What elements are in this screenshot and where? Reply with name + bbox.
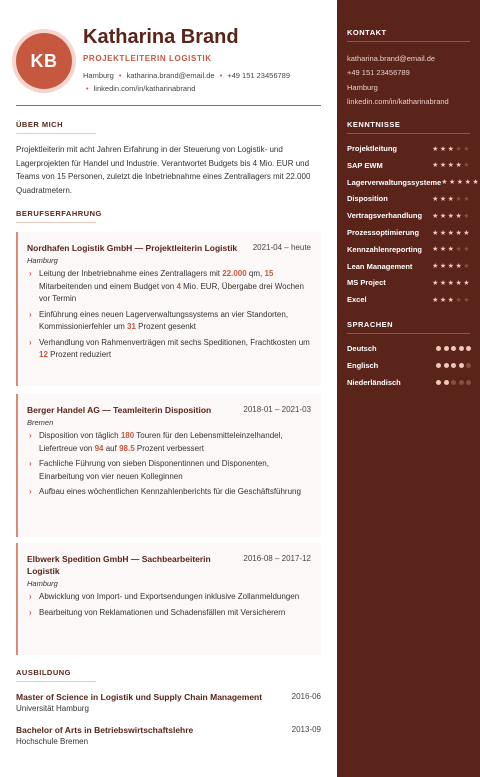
rating-dot-icon bbox=[451, 380, 456, 385]
job-bullet bbox=[27, 337, 311, 362]
star-icon: ★ bbox=[463, 296, 471, 304]
section-title-experience: BERUFSERFAHRUNG bbox=[16, 209, 102, 218]
sidebar-city: Hamburg bbox=[347, 83, 378, 92]
skill-name: Excel bbox=[347, 295, 367, 305]
education-date: 2013-09 bbox=[291, 725, 321, 734]
skill-rating bbox=[432, 145, 471, 153]
job-bullet bbox=[27, 486, 311, 499]
language-rating bbox=[436, 380, 471, 385]
bullet-text: Abwicklung von Import- und Exportsendungen inklusive Zollanmeldungen bbox=[39, 592, 300, 601]
resume-sidebar bbox=[337, 0, 480, 777]
job-dates: 2018-01 – 2021-03 bbox=[243, 405, 311, 414]
rating-dot-icon bbox=[451, 346, 456, 351]
star-icon: ★ bbox=[463, 212, 471, 220]
skill-rating bbox=[441, 178, 480, 186]
bullet-text: Disposition von täglich bbox=[39, 431, 121, 440]
star-icon: ★ bbox=[447, 296, 456, 304]
bullet-text: Mio. EUR, Übergabe drei Wochen vor Termin bbox=[39, 281, 304, 303]
section-title-education: AUSBILDUNG bbox=[16, 668, 71, 677]
star-icon: ★ bbox=[455, 246, 464, 254]
star-icon: ★ bbox=[463, 246, 471, 254]
rating-dot-icon bbox=[444, 380, 449, 385]
education-item bbox=[16, 725, 321, 746]
sidebar-email[interactable]: katharina.brand@email.de bbox=[347, 54, 436, 63]
bullet-text: Leitung der Inbetriebnahme eines Zentrallagers mit bbox=[39, 269, 223, 278]
skill-name: Projektleitung bbox=[347, 144, 398, 153]
job-dates: 2016-08 – 2017-12 bbox=[243, 554, 311, 563]
education-school: Universität Hamburg bbox=[16, 704, 89, 713]
bullet-text: Einführung eines neuen Lagerverwaltungssystems an vier Standorten, Kommissionierfehler um bbox=[39, 309, 289, 331]
star-icon: ★ bbox=[463, 162, 471, 170]
avatar bbox=[16, 33, 72, 89]
education-school: Hochschule Bremen bbox=[16, 737, 89, 746]
rating-dot-icon bbox=[444, 363, 449, 368]
skill-row bbox=[347, 211, 471, 220]
job-entry bbox=[16, 394, 321, 537]
star-icon: ★ bbox=[455, 195, 464, 203]
candidate-name: Katharina Brand bbox=[83, 26, 239, 48]
star-icon: ★ bbox=[439, 145, 448, 153]
star-icon: ★ bbox=[439, 195, 448, 203]
bullet-text: Verhandlung von Rahmenverträgen mit sechs Speditionen, Frachtkosten um bbox=[39, 337, 310, 347]
star-icon: ★ bbox=[447, 212, 456, 220]
star-icon: ★ bbox=[455, 212, 464, 220]
header-linkedin[interactable]: linkedin.com/in/katharinabrand bbox=[93, 84, 196, 93]
star-icon: ★ bbox=[464, 179, 473, 187]
skill-name: Lean Management bbox=[347, 261, 413, 271]
star-icon: ★ bbox=[447, 246, 456, 254]
education-date: 2016-06 bbox=[291, 692, 321, 701]
star-icon: ★ bbox=[455, 229, 464, 237]
skill-rating bbox=[432, 296, 471, 304]
job-location: Hamburg bbox=[27, 579, 58, 588]
job-title: Berger Handel AG — Teamleiterin Disposition bbox=[27, 405, 212, 415]
skill-row bbox=[347, 295, 471, 304]
star-icon: ★ bbox=[447, 195, 456, 203]
separator-dot: • bbox=[118, 71, 122, 80]
rating-dot-icon bbox=[451, 363, 456, 368]
skill-rating bbox=[432, 245, 471, 253]
star-icon: ★ bbox=[432, 162, 440, 170]
language-row bbox=[347, 378, 471, 387]
skill-name: Prozessoptimierung bbox=[347, 228, 420, 237]
star-icon: ★ bbox=[455, 263, 464, 271]
avatar-initials: KB bbox=[30, 50, 58, 71]
highlight-number: 4 bbox=[176, 281, 181, 291]
skill-row bbox=[347, 245, 471, 254]
bullet-text: Bearbeitung von Reklamationen und Schadensfällen mit Versicherern bbox=[39, 607, 286, 617]
header-email[interactable]: katharina.brand@email.de bbox=[126, 71, 215, 80]
separator-dot: • bbox=[86, 84, 89, 93]
rating-dot-icon bbox=[466, 380, 471, 385]
highlight-number: 98.5 bbox=[119, 443, 135, 453]
bullet-text: qm, bbox=[246, 269, 265, 278]
highlight-number: 94 bbox=[94, 443, 104, 453]
skill-rating bbox=[432, 229, 471, 237]
skill-row bbox=[347, 161, 471, 170]
sidebar-title-languages: SPRACHEN bbox=[347, 320, 394, 329]
rating-dot-icon bbox=[466, 363, 471, 368]
job-header bbox=[27, 404, 311, 416]
sidebar-title-contact: KONTAKT bbox=[347, 28, 387, 37]
bullet-text: Touren für den Lebensmitteleinzelhandel, Liefertreue von bbox=[39, 431, 283, 453]
skill-rating bbox=[432, 195, 471, 203]
star-icon: ★ bbox=[463, 279, 471, 287]
star-icon: ★ bbox=[447, 229, 456, 237]
sidebar-phone[interactable]: +49 151 23456789 bbox=[347, 68, 410, 77]
star-icon: ★ bbox=[463, 195, 471, 203]
bullet-text: Fachliche Führung von sieben Disponentinnen und Disponenten, Einarbeitung von vier neuen Kolleginnen bbox=[39, 459, 269, 481]
bullet-text: Mitarbeitenden und einem Budget von bbox=[39, 281, 177, 291]
skill-name: MS Project bbox=[347, 278, 386, 288]
bullet-text: Prozent verbessert bbox=[134, 443, 205, 453]
highlight-number: 12 bbox=[39, 350, 48, 359]
star-icon: ★ bbox=[432, 279, 440, 287]
star-icon: ★ bbox=[463, 145, 471, 153]
job-bullet bbox=[27, 458, 311, 483]
rating-dot-icon bbox=[444, 346, 449, 351]
education-degree: Master of Science in Logistik und Supply Chain Management bbox=[16, 692, 263, 702]
star-icon: ★ bbox=[432, 229, 440, 237]
job-header bbox=[27, 553, 311, 577]
star-icon: ★ bbox=[455, 279, 464, 287]
bullet-text: auf bbox=[103, 443, 120, 453]
job-dates: 2021-04 – heute bbox=[252, 243, 311, 252]
star-icon: ★ bbox=[449, 179, 457, 187]
header-phone[interactable]: +49 151 23456789 bbox=[227, 71, 291, 80]
star-icon: ★ bbox=[432, 145, 440, 153]
job-bullet bbox=[27, 591, 311, 604]
rating-dot-icon bbox=[436, 380, 441, 385]
skill-row bbox=[347, 177, 480, 187]
star-icon: ★ bbox=[447, 263, 456, 271]
skill-row bbox=[347, 144, 471, 153]
skill-row bbox=[347, 194, 471, 203]
language-rating bbox=[436, 363, 471, 368]
rating-dot-icon bbox=[436, 346, 441, 351]
language-name: Deutsch bbox=[347, 344, 377, 353]
job-title: Nordhafen Logistik GmbH — Projektleiterin Logistik bbox=[27, 243, 238, 253]
section-title-profile: ÜBER MICH bbox=[16, 120, 63, 129]
star-icon: ★ bbox=[456, 179, 465, 187]
job-header bbox=[27, 242, 311, 254]
skill-rating bbox=[432, 262, 471, 270]
education-item bbox=[16, 692, 321, 713]
job-bullet bbox=[27, 430, 311, 455]
job-bullet bbox=[27, 268, 311, 306]
star-icon: ★ bbox=[447, 279, 456, 287]
skill-row bbox=[347, 228, 471, 237]
skill-row bbox=[347, 278, 471, 287]
skill-row bbox=[347, 262, 471, 271]
highlight-number: 22.000 bbox=[222, 269, 247, 278]
bullet-text: Prozent gesenkt bbox=[135, 322, 196, 331]
star-icon: ★ bbox=[463, 263, 471, 271]
skill-name: Vertragsverhandlung bbox=[347, 211, 423, 221]
star-icon: ★ bbox=[432, 263, 440, 271]
separator-dot: • bbox=[219, 71, 223, 80]
job-bullet bbox=[27, 309, 311, 334]
header-linkedin-line bbox=[86, 84, 195, 93]
skill-rating bbox=[432, 279, 471, 287]
language-name: Englisch bbox=[347, 360, 379, 370]
star-icon: ★ bbox=[432, 296, 440, 304]
highlight-number: 180 bbox=[120, 431, 135, 440]
language-row bbox=[347, 361, 471, 370]
skill-name: SAP EWM bbox=[347, 160, 383, 170]
language-name: Niederländisch bbox=[347, 377, 401, 387]
highlight-number: 31 bbox=[127, 322, 136, 331]
rating-dot-icon bbox=[466, 346, 471, 351]
star-icon: ★ bbox=[441, 179, 449, 187]
star-icon: ★ bbox=[455, 145, 464, 153]
star-icon: ★ bbox=[432, 212, 440, 220]
rating-dot-icon bbox=[459, 346, 464, 351]
job-entry bbox=[16, 543, 321, 655]
star-icon: ★ bbox=[439, 246, 448, 254]
language-rating bbox=[436, 346, 471, 351]
header-divider bbox=[16, 105, 321, 106]
star-icon: ★ bbox=[463, 229, 471, 237]
star-icon: ★ bbox=[447, 162, 456, 170]
job-title: Elbwerk Spedition GmbH — Sachbearbeiterin Logistik bbox=[27, 554, 211, 576]
rating-dot-icon bbox=[436, 363, 441, 368]
skill-rating bbox=[432, 161, 471, 169]
sidebar-linkedin[interactable]: linkedin.com/in/katharinabrand bbox=[347, 97, 449, 106]
skill-rating bbox=[432, 212, 471, 220]
rating-dot-icon bbox=[459, 380, 464, 385]
language-row bbox=[347, 344, 471, 353]
star-icon: ★ bbox=[455, 296, 464, 304]
education-degree: Bachelor of Arts in Betriebswirtschaftslehre bbox=[16, 725, 194, 735]
bullet-text: Aufbau eines wöchentlichen Kennzahlenberichts für die Geschäftsführung bbox=[39, 487, 301, 496]
header-contact-line bbox=[83, 71, 290, 80]
skill-name: Kennzahlenreporting bbox=[347, 244, 423, 254]
header-city: Hamburg bbox=[83, 71, 114, 80]
star-icon: ★ bbox=[432, 195, 440, 203]
star-icon: ★ bbox=[432, 246, 440, 254]
star-icon: ★ bbox=[439, 296, 448, 304]
skill-name: Lagerverwaltungssysteme bbox=[347, 177, 442, 187]
star-icon: ★ bbox=[455, 162, 464, 170]
star-icon: ★ bbox=[447, 145, 456, 153]
rating-dot-icon bbox=[459, 363, 464, 368]
job-location: Bremen bbox=[27, 418, 54, 427]
highlight-number: 15 bbox=[264, 269, 274, 278]
star-icon: ★ bbox=[439, 162, 448, 170]
job-location: Hamburg bbox=[27, 256, 58, 265]
star-icon: ★ bbox=[439, 229, 448, 237]
bullet-text: Prozent reduziert bbox=[47, 350, 112, 359]
star-icon: ★ bbox=[439, 212, 448, 220]
job-bullet bbox=[27, 607, 311, 620]
sidebar-title-skills: KENNTNISSE bbox=[347, 120, 401, 129]
profile-text: Projektleiterin mit acht Jahren Erfahrung in der Steuerung von Logistik- und Lagerprojekten für Handel und Industrie. Verantwortet Budgets bis 4 Mio. EUR und Teams von 15 Personen, zuletzt die Inbetriebnahme eines Zentrallagers mit 22.000 Quadratmetern. bbox=[16, 145, 311, 195]
job-entry bbox=[16, 232, 321, 386]
star-icon: ★ bbox=[472, 179, 480, 187]
skill-name: Disposition bbox=[347, 194, 388, 204]
star-icon: ★ bbox=[439, 279, 448, 287]
star-icon: ★ bbox=[439, 263, 448, 271]
candidate-role: PROJEKTLEITERIN LOGISTIK bbox=[83, 54, 212, 63]
